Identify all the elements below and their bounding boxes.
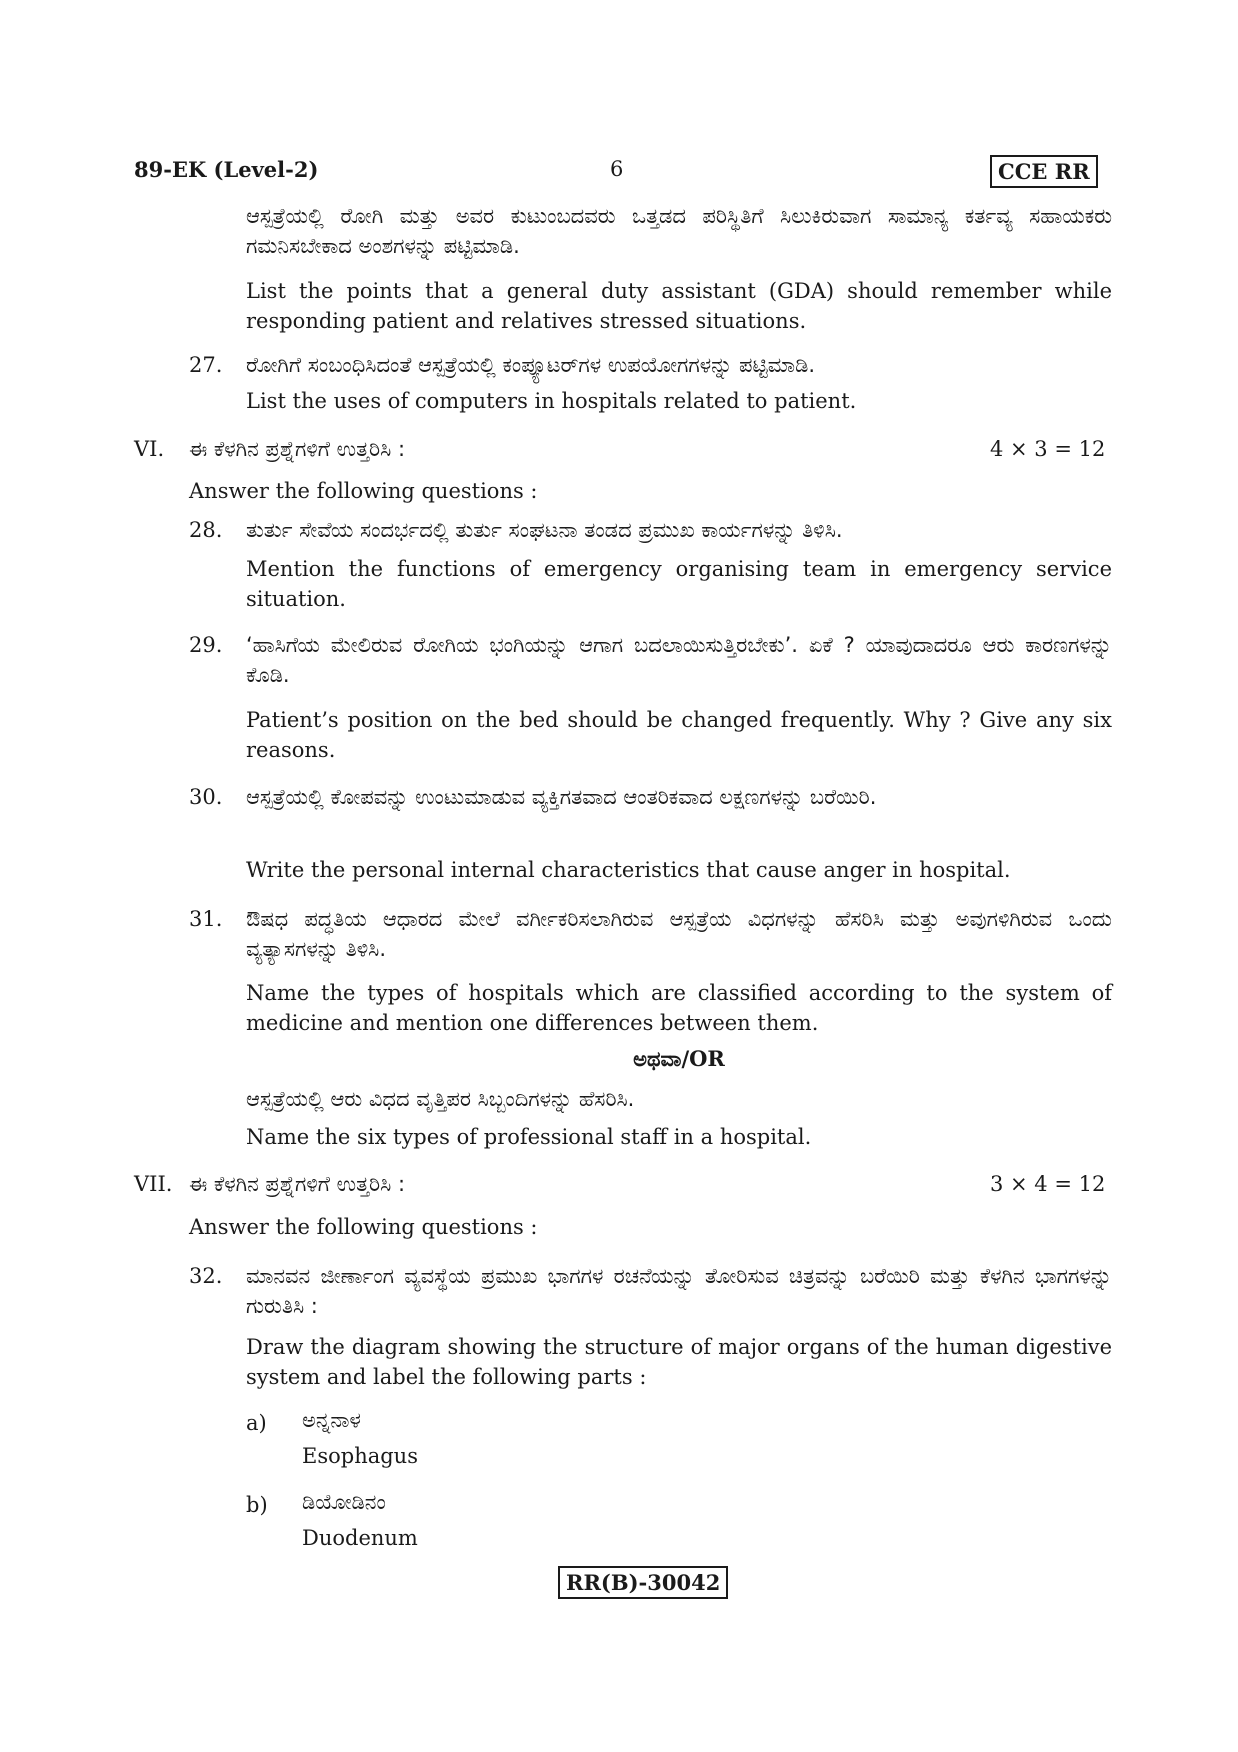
q29-english: Patient’s position on the bed should be changed frequently. Why ? Give any six reasons.	[246, 708, 1112, 762]
page-number: 6	[610, 157, 624, 181]
q32-number: 32.	[189, 1264, 223, 1288]
part-b-kannada: ಡಿಯೋಡಿನಂ	[302, 1490, 386, 1514]
or-separator: ಅಥವಾ/OR	[633, 1046, 725, 1071]
q28-kannada: ತುರ್ತು ಸೇವೆಯ ಸಂದರ್ಭದಲ್ಲಿ ತುರ್ತು ಸಂಘಟನಾ ತಂಡದ ಪ್ರಮುಖ ಕಾರ್ಯಗಳನ್ನು ತಿಳಿಸಿ.	[246, 518, 843, 542]
q27-english: List the uses of computers in hospitals related to patient.	[246, 389, 857, 413]
section-vi-marks: 4 × 3 = 12	[990, 437, 1106, 461]
part-b-label: b)	[246, 1493, 268, 1517]
footer-code: RR(B)-30042	[558, 1566, 728, 1599]
q26-kannada: ಆಸ್ಪತ್ರೆಯಲ್ಲಿ ರೋಗಿ ಮತ್ತು ಅವರ ಕುಟುಂಬದವರು ಒತ್ತಡದ ಪರಿಸ್ಥಿತಿಗೆ ಸಿಲುಕಿರುವಾಗ ಸಾಮಾನ್ಯ ಕರ್ತವ್ಯ ಸಹಾಯಕರು ಗಮನಿಸಬೇಕಾದ ಅಂಶಗಳನ್ನು ಪಟ್ಟಿಮಾಡಿ.	[246, 204, 1112, 258]
q27-kannada: ರೋಗಿಗೆ ಸಂಬಂಧಿಸಿದಂತೆ ಆಸ್ಪತ್ರೆಯಲ್ಲಿ ಕಂಪ್ಯೂಟರ್‌ಗಳ ಉಪಯೋಗಗಳನ್ನು ಪಟ್ಟಿಮಾಡಿ.	[246, 353, 815, 377]
q31-english: Name the types of hospitals which are classified according to the system of medicine and mention one differences between them.	[246, 981, 1112, 1035]
q31-kannada: ಔಷಧ ಪದ್ಧತಿಯ ಆಧಾರದ ಮೇಲೆ ವರ್ಗೀಕರಿಸಲಾಗಿರುವ ಆಸ್ಪತ್ರೆಯ ವಿಧಗಳನ್ನು ಹೆಸರಿಸಿ ಮತ್ತು ಅವುಗಳಿಗಿರುವ ಒಂದು ವ್ಯತ್ಯಾಸಗಳನ್ನು ತಿಳಿಸಿ.	[246, 907, 1112, 961]
q31-alt-english: Name the six types of professional staff in a hospital.	[246, 1125, 812, 1149]
section-vii-kannada: ಈ ಕೆಳಗಿನ ಪ್ರಶ್ನೆಗಳಿಗೆ ಉತ್ತರಿಸಿ :	[189, 1172, 406, 1196]
part-b-english: Duodenum	[302, 1526, 418, 1550]
q28-number: 28.	[189, 518, 223, 542]
q32-kannada: ಮಾನವನ ಜೀರ್ಣಾಂಗ ವ್ಯವಸ್ಥೆಯ ಪ್ರಮುಖ ಭಾಗಗಳ ರಚನೆಯನ್ನು ತೋರಿಸುವ ಚಿತ್ರವನ್ನು ಬರೆಯಿರಿ ಮತ್ತು ಕೆಳಗಿನ ಭಾಗಗಳನ್ನು ಗುರುತಿಸಿ :	[246, 1264, 1112, 1318]
series-badge: CCE RR	[990, 155, 1098, 188]
section-vii-english: Answer the following questions :	[189, 1215, 538, 1239]
q30-english: Write the personal internal characteristics that cause anger in hospital.	[246, 858, 1011, 882]
section-vi-english: Answer the following questions :	[189, 479, 538, 503]
section-vii-marks: 3 × 4 = 12	[990, 1172, 1106, 1196]
part-a-label: a)	[246, 1411, 267, 1435]
q29-number: 29.	[189, 633, 223, 657]
q31-number: 31.	[189, 907, 223, 931]
section-vii-roman: VII.	[134, 1172, 173, 1196]
q30-number: 30.	[189, 785, 223, 809]
q30-kannada: ಆಸ್ಪತ್ರೆಯಲ್ಲಿ ಕೋಪವನ್ನು ಉಂಟುಮಾಡುವ ವ್ಯಕ್ತಿಗತವಾದ ಆಂತರಿಕವಾದ ಲಕ್ಷಣಗಳನ್ನು ಬರೆಯಿರಿ.	[246, 785, 877, 809]
section-vi-kannada: ಈ ಕೆಳಗಿನ ಪ್ರಶ್ನೆಗಳಿಗೆ ಉತ್ತರಿಸಿ :	[189, 437, 406, 461]
paper-code: 89-EK (Level-2)	[134, 157, 319, 182]
q27-number: 27.	[189, 353, 223, 377]
section-vi-roman: VI.	[134, 437, 165, 461]
q31-alt-kannada: ಆಸ್ಪತ್ರೆಯಲ್ಲಿ ಆರು ವಿಧದ ವೃತ್ತಿಪರ ಸಿಬ್ಬಂದಿಗಳನ್ನು ಹೆಸರಿಸಿ.	[246, 1087, 635, 1111]
q29-kannada: ‘ಹಾಸಿಗೆಯ ಮೇಲಿರುವ ರೋಗಿಯ ಭಂಗಿಯನ್ನು ಆಗಾಗ ಬದಲಾಯಿಸುತ್ತಿರಬೇಕು’. ಏಕೆ ? ಯಾವುದಾದರೂ ಆರು ಕಾರಣಗಳನ್ನು ಕೊಡಿ.	[246, 633, 1112, 687]
q26-english: List the points that a general duty assistant (GDA) should remember while responding patient and relatives stressed situations.	[246, 279, 1112, 333]
q28-english: Mention the functions of emergency organising team in emergency service situation.	[246, 557, 1112, 611]
part-a-english: Esophagus	[302, 1444, 418, 1468]
q32-english: Draw the diagram showing the structure of major organs of the human digestive system and label the following parts :	[246, 1335, 1112, 1389]
part-a-kannada: ಅನ್ನನಾಳ	[302, 1408, 361, 1432]
